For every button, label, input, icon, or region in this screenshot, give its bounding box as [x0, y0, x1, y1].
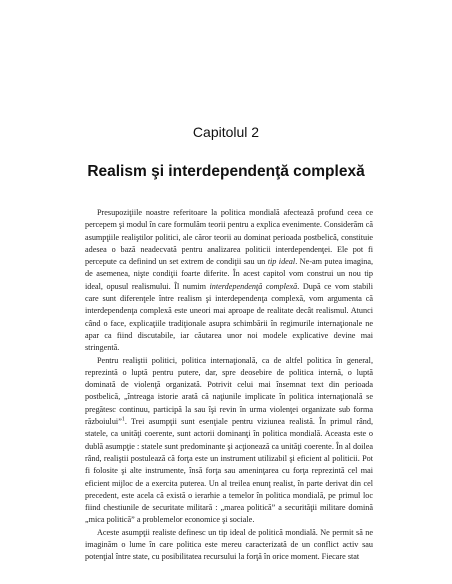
- text-segment: . După ce vom stabili care sunt diferenţele între realism şi interdependenţa complexă, vom argumenta că interdependenţa complexă este uneori mai aproape de realitate decât realismul. Atunci când o face, explicaţiile tradiţionale asupra schimbării în regimurile internaţionale ne apar ca fiind discutabile, iar căutarea unor noi modele explicative devine mai stringentă.: [85, 281, 373, 353]
- text-segment: Aceste asumpţii realiste definesc un tip ideal de politică mondială. Ne permit să ne imaginăm o lume în care politica este mereu caracterizată de un conflict activ sau potenţial între state, cu posibilitatea recursului la forţă în orice moment. Fiecare stat: [85, 527, 373, 562]
- chapter-label: Capitolul 2: [192, 124, 260, 140]
- text-segment: . Ne-am putea imagina, de asemenea, nişte condiţii foarte diferite. În acest capitol vom construi un nou tip ideal, opusul realismului. Îl numim: [85, 257, 374, 291]
- text-segment: . Trei asumpţii sunt esenţiale pentru viziunea realistă. În primul rând, statele, ca unităţi coerente, sunt actorii dominanţi în politica mondială. Aceasta este o dublă asumpţie : statele sunt predominante şi acţionează ca unităţi coerente. În al doilea rând, realiştii postulează că forţa este un instrument utilizabil şi eficient al politicii. Pot fi folosite şi alte instrumente, însă forţa sau ameninţarea cu forţa reprezintă cel mai eficient mijloc de a exercita puterea. Un al treilea enunţ realist, în parte derivat din cel precedent, este acela că există o ierarhie a temelor în politica mondială, pe primul loc fiind chestiunile de securitate militară : „marea politică” a securităţii militare domină „mica politică” a problemelor economice şi sociale.: [85, 417, 373, 525]
- paragraph: [85, 355, 373, 527]
- italic-term: tip ideal: [267, 257, 296, 267]
- text-segment: Pentru realiştii politici, politica internaţională, ca de altfel politica în general, reprezintă o luptă pentru putere, dar, spre deosebire de politica internă, o luptă dominată de violenţă organizată. Potrivit celui mai însemnat text din perioada postbelică, „întreaga istorie arată că naţiunile implicate în politica internaţională se pregătesc continuu, participă la sau îşi revin în urma violenţei organizate sub forma războiului”: [85, 355, 373, 427]
- paragraph: [85, 527, 373, 564]
- footnote-marker: 1: [121, 416, 125, 423]
- paragraph: [85, 207, 373, 355]
- chapter-title: Realism şi interdependenţă complexă: [87, 163, 365, 180]
- body-text: [85, 207, 373, 564]
- text-segment: Presupoziţiile noastre referitoare la politica mondială afectează profund ceea ce percepem şi modul în care formulăm teorii pentru a explica evenimente. Considerăm că asumpţiile realiştilor politici, ale căror teorii au dominat perioada postbelică, constituie adesea o bază neadecvată pentru analizarea politicii interdependenţei. Ele pot fi percepute ca definind un set extrem de condiţii sau un: [85, 208, 373, 267]
- italic-term: interdependenţă complexă: [209, 281, 298, 291]
